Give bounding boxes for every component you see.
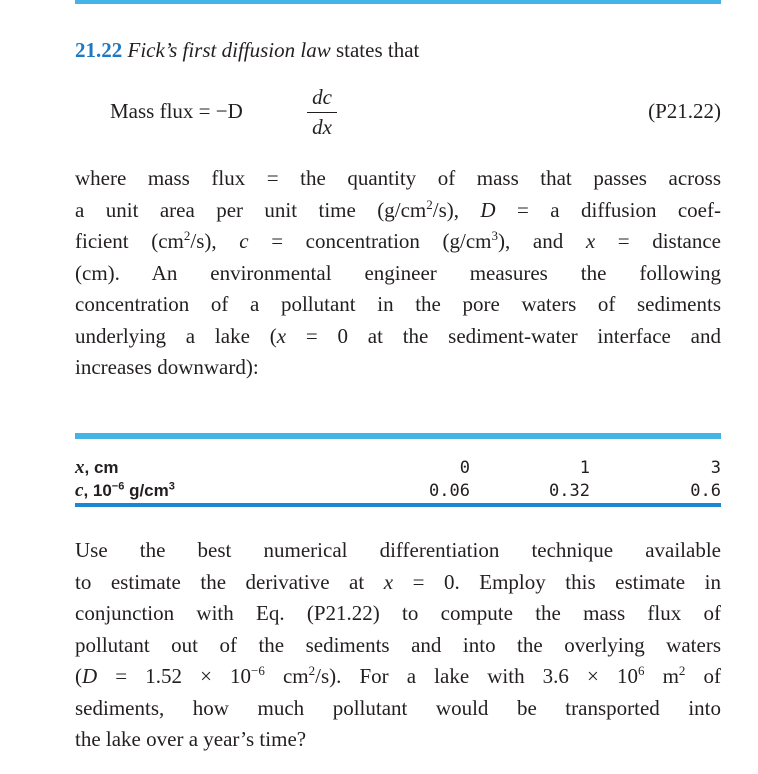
variable: x	[276, 323, 287, 348]
para2-line-3: conjunction with Eq. (P21.22) to compute the mass flux of	[75, 601, 721, 625]
para1-line-1: where mass flux = the quantity of mass that passes across	[75, 166, 721, 190]
table-cell: 1	[579, 458, 590, 478]
para1-line-4: (cm). An environmental engineer measures the following	[75, 260, 721, 285]
text: (	[75, 664, 82, 688]
superscript: 6	[637, 663, 645, 678]
variable: x	[585, 229, 596, 253]
equation-lhs: Mass flux = −D	[110, 99, 243, 123]
table-cell: 3	[710, 458, 721, 478]
text: m	[644, 664, 679, 688]
superscript: 2	[678, 663, 686, 678]
fraction-denominator: dx	[312, 115, 332, 139]
variable: c	[75, 480, 84, 501]
intro-tail: states that	[335, 38, 420, 62]
fraction-numerator: dc	[312, 85, 332, 109]
para2-line-7: the lake over a year’s time?	[75, 727, 307, 751]
text: = concentration (g/cm	[248, 229, 492, 253]
variable: D	[480, 197, 496, 222]
equation-label: (P21.22)	[648, 99, 721, 123]
para2-line-4: pollutant out of the sediments and into the overlying waters	[75, 632, 721, 657]
text: = 0 at the sediment-water interface and	[286, 323, 721, 348]
table-cell: 0	[459, 458, 470, 478]
fraction-bar	[307, 112, 337, 113]
table-top-rule	[75, 433, 721, 439]
para2-line-1: Use the best numerical differentiation technique available	[75, 538, 721, 562]
unit: , 10	[83, 481, 112, 500]
superscript: 2	[308, 663, 316, 678]
concentration-table	[75, 433, 721, 507]
unit: g/cm	[124, 481, 169, 500]
para2-line-5	[75, 661, 721, 693]
para2-line-2	[75, 567, 721, 599]
para1-line-3	[75, 226, 721, 258]
text: of	[685, 664, 721, 688]
text: ficient (cm	[75, 229, 184, 253]
text: /s). For a lake with 3.6 × 10	[315, 664, 638, 688]
text: /s),	[190, 229, 240, 253]
para1-line-7: increases downward):	[75, 355, 259, 379]
text: = 1.52 × 10	[97, 664, 252, 688]
row-header-c	[75, 480, 175, 502]
table-cell: 0.6	[690, 481, 721, 501]
superscript: 3	[168, 480, 175, 493]
table-row	[75, 480, 721, 502]
para2-line-6: sediments, how much pollutant would be transported into	[75, 695, 721, 720]
text: = a diffusion coef-	[495, 197, 721, 222]
text: cm	[264, 664, 309, 688]
variable: c	[239, 229, 249, 253]
paragraph-definitions	[75, 163, 721, 384]
superscript: 3	[491, 228, 499, 243]
derivative-fraction	[307, 84, 337, 141]
para1-line-6	[75, 321, 721, 353]
law-name: Fick’s first diffusion law	[127, 38, 331, 62]
variable: x	[75, 457, 85, 478]
variable: D	[82, 664, 98, 688]
text: /s),	[432, 197, 481, 222]
table-bottom-rule	[75, 503, 721, 507]
row-header-x	[75, 457, 119, 479]
paragraph-question	[75, 535, 721, 756]
text: ), and	[498, 229, 586, 253]
variable: x	[383, 569, 394, 594]
superscript: 2	[183, 228, 191, 243]
unit: , cm	[84, 458, 119, 477]
table-row	[75, 457, 721, 479]
superscript: 2	[426, 196, 433, 212]
problem-heading	[75, 37, 419, 63]
table-cell: 0.06	[429, 481, 470, 501]
table-cell: 0.32	[549, 481, 590, 501]
para1-line-5: concentration of a pollutant in the pore waters of sediments	[75, 292, 721, 316]
problem-number: 21.22	[75, 38, 123, 62]
top-rule	[75, 0, 721, 4]
text: a unit area per unit time (g/cm	[75, 197, 427, 222]
superscript: −6	[251, 663, 265, 678]
superscript: −6	[111, 480, 125, 493]
equation-p21-22	[110, 84, 721, 148]
text: = 0. Employ this estimate in	[393, 569, 721, 594]
text: to estimate the derivative at	[75, 569, 384, 594]
text: = distance	[595, 229, 721, 253]
text: underlying a lake (	[75, 323, 277, 348]
para1-line-2	[75, 195, 721, 227]
